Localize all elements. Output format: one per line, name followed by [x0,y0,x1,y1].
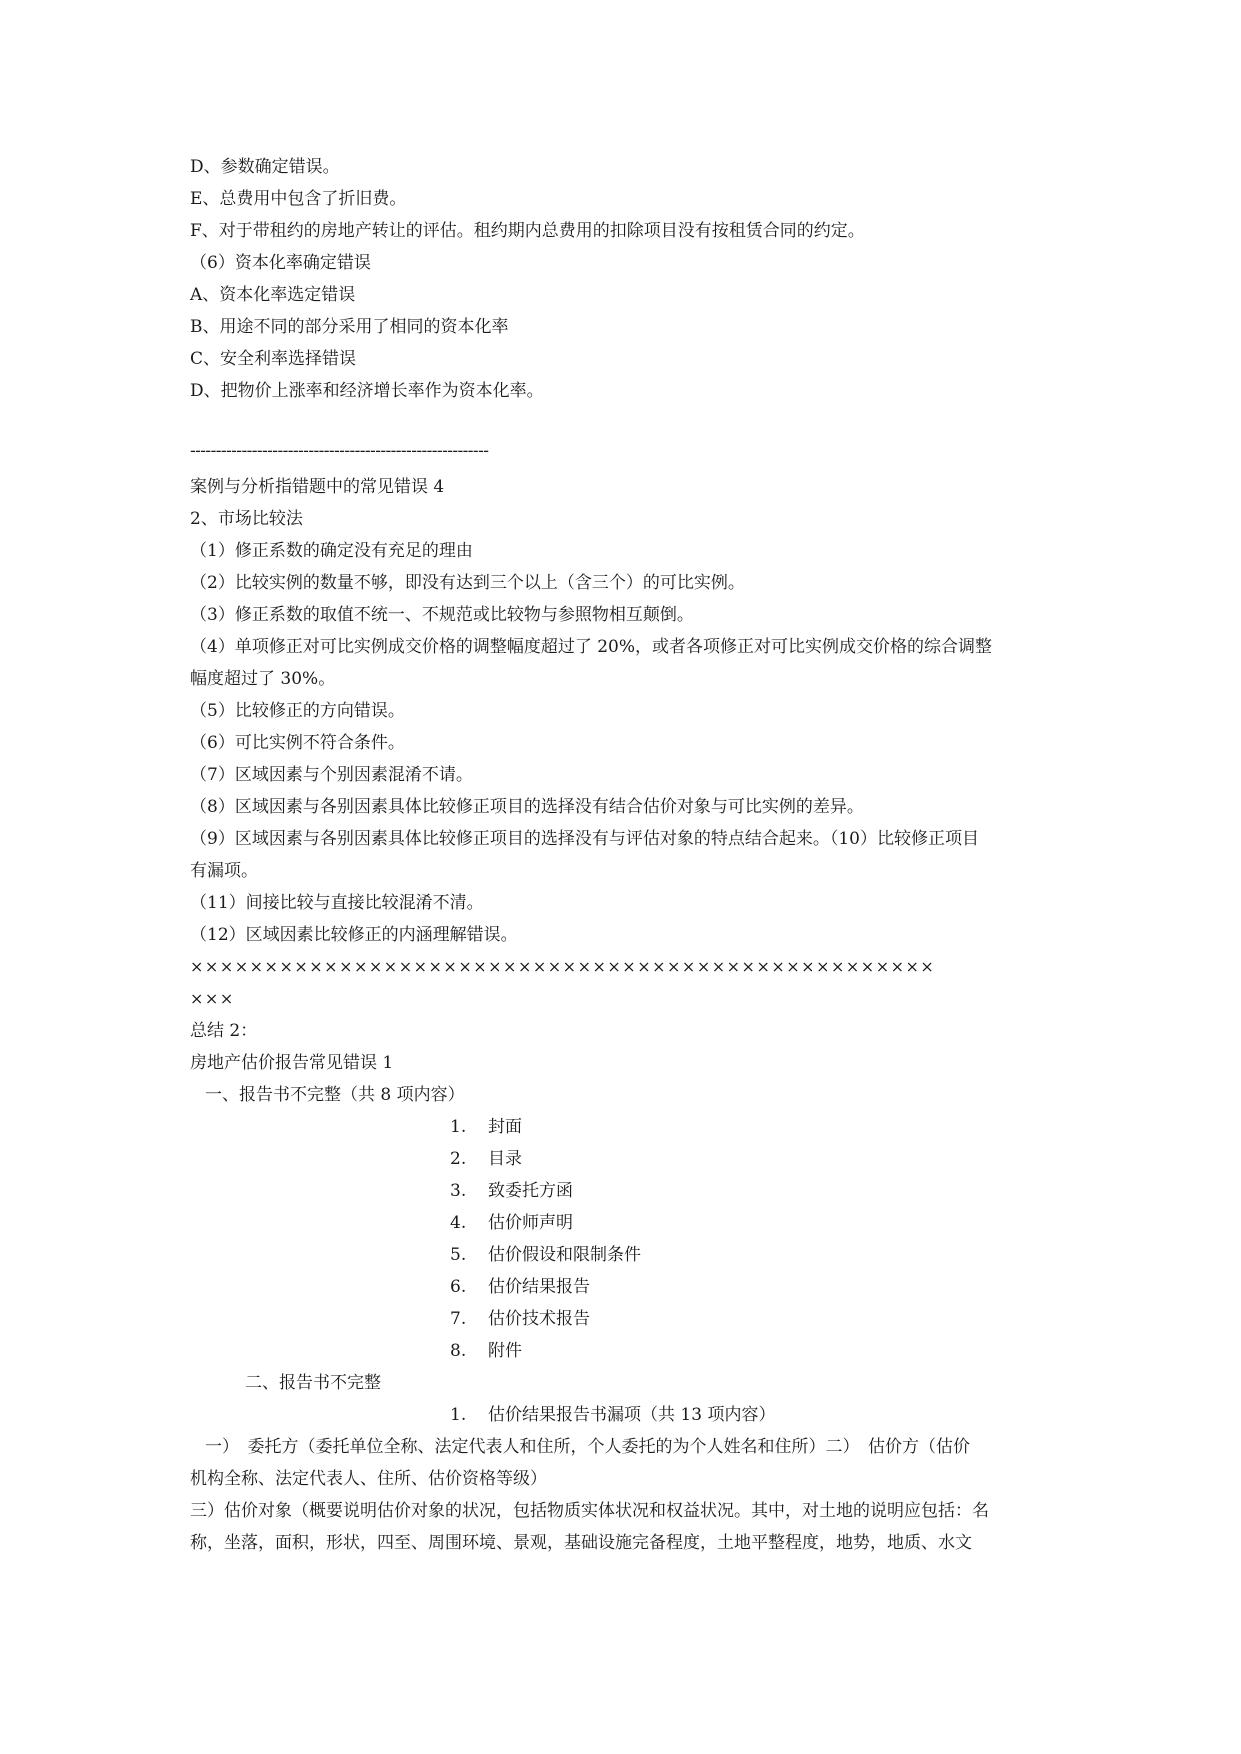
list-number: 5. [450,1245,467,1265]
text-line: （9）区域因素与各别因素具体比较修正项目的选择没有与评估对象的特点结合起来。（10）比较修正项目 [190,829,979,849]
list-number: 7. [450,1309,467,1329]
list-item [450,1244,641,1266]
list-item [450,1148,522,1170]
list-text: 估价结果报告 [488,1277,590,1297]
list-number: 1. [450,1117,467,1137]
list-number: 8. [450,1341,467,1361]
cross-separator: ××× [190,989,235,1008]
text-line: （5）比较修正的方向错误。 [190,701,405,721]
list-number: 6. [450,1277,467,1297]
section-title: 案例与分析指错题中的常见错误 4 [190,477,445,497]
text-line: （8）区域因素与各别因素具体比较修正项目的选择没有结合估价对象与可比实例的差异。 [190,797,864,817]
text-line: （3）修正系数的取值不统一、不规范或比较物与参照物相互颠倒。 [190,605,694,625]
text-line: 机构全称、法定代表人、住所、估价资格等级） [190,1469,547,1489]
text-line: 称，坐落，面积，形状，四至、周围环境、景观，基础设施完备程度，土地平整程度，地势，地质、水文 [190,1533,972,1553]
text-line: （12）区域因素比较修正的内涵理解错误。 [190,925,518,945]
text-line: D、把物价上涨率和经济增长率作为资本化率。 [190,381,544,401]
section-title: 总结 2： [190,1021,258,1041]
list-number: 2. [450,1149,467,1169]
text-line: 三）估价对象（概要说明估价对象的状况，包括物质实体状况和权益状况。其中，对土地的说明应包括：名 [190,1501,989,1521]
list-item [450,1404,775,1426]
section-heading: 一、报告书不完整（共 8 项内容） [205,1085,465,1105]
list-number: 3. [450,1181,467,1201]
text-line: E、总费用中包含了折旧费。 [190,189,407,209]
text-line: 有漏项。 [190,861,258,881]
text-line: 一） 委托方（委托单位全称、法定代表人和住所，个人委托的为个人姓名和住所）二） 估价方（估价 [205,1437,970,1457]
dashed-separator: ---------------------------------------------------------- [190,441,489,461]
text-line: A、资本化率选定错误 [190,285,356,305]
list-item [450,1116,522,1138]
list-text: 致委托方函 [488,1181,573,1201]
text-line: D、参数确定错误。 [190,157,340,177]
list-item [450,1308,590,1330]
list-item [450,1276,590,1298]
list-text: 估价结果报告书漏项（共 13 项内容） [488,1405,776,1425]
text-line: （7）区域因素与个别因素混淆不请。 [190,765,473,785]
text-line: （1）修正系数的确定没有充足的理由 [190,541,473,561]
text-line: （4）单项修正对可比实例成交价格的调整幅度超过了 20%，或者各项修正对可比实例成交价格的综合调整 [190,637,993,657]
text-line: （11）间接比较与直接比较混淆不清。 [190,893,484,913]
list-text: 目录 [488,1149,522,1169]
text-line: （6）可比实例不符合条件。 [190,733,405,753]
list-text: 附件 [488,1341,522,1361]
list-text: 估价技术报告 [488,1309,590,1329]
list-item [450,1340,522,1362]
list-number: 4. [450,1213,467,1233]
cross-separator: ×××××××××××××××××××××××××××××××××××××××××××××××××× [190,957,936,976]
text-line: （2）比较实例的数量不够，即没有达到三个以上（含三个）的可比实例。 [190,573,745,593]
list-item [450,1212,573,1234]
list-text: 估价师声明 [488,1213,573,1233]
text-line: B、用途不同的部分采用了相同的资本化率 [190,317,509,337]
text-line: F、对于带租约的房地产转让的评估。租约期内总费用的扣除项目没有按租赁合同的约定。 [190,221,865,241]
list-item [450,1180,573,1202]
list-text: 估价假设和限制条件 [488,1245,641,1265]
section-heading: 二、报告书不完整 [245,1373,381,1393]
section-heading: （6）资本化率确定错误 [190,253,371,273]
text-line: 幅度超过了 30%。 [190,669,336,689]
section-title: 房地产估价报告常见错误 1 [190,1053,394,1073]
section-heading: 2、市场比较法 [190,509,303,529]
list-text: 封面 [488,1117,522,1137]
list-number: 1. [450,1405,467,1425]
text-line: C、安全利率选择错误 [190,349,357,369]
